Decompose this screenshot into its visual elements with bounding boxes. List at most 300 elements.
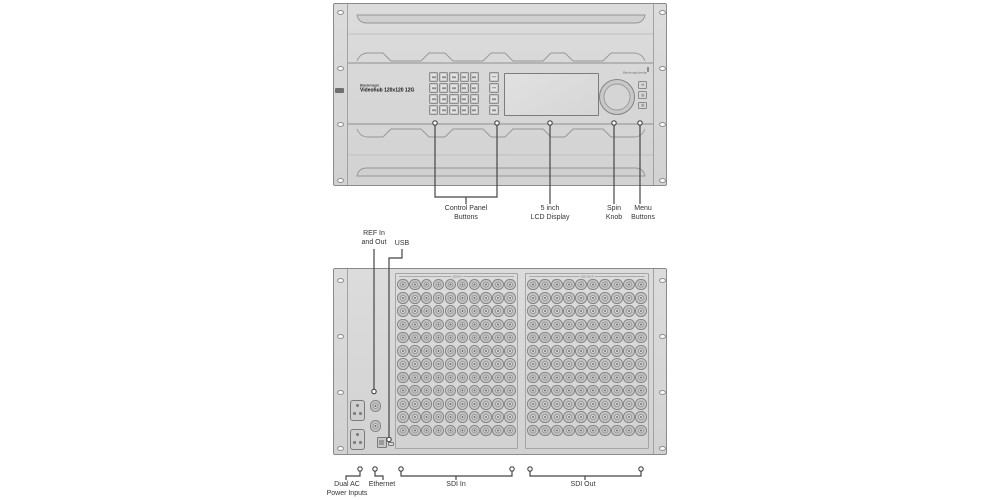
label-sdi-in (446, 481, 465, 490)
bnc-connector (635, 332, 647, 344)
bnc-connector (504, 332, 516, 344)
keypad-button (449, 83, 458, 93)
right-rack-ear-edge (653, 269, 654, 454)
power-pin (359, 441, 362, 444)
bnc-connector (551, 385, 563, 397)
bnc-connector (409, 319, 421, 331)
model-badge (335, 88, 344, 93)
bnc-connector (635, 279, 647, 291)
label-dual-ac-power-inputs (327, 481, 368, 498)
bnc-connector (635, 398, 647, 410)
bnc-connector (599, 332, 611, 344)
bnc-connector (527, 385, 539, 397)
bnc-connector (492, 385, 504, 397)
bnc-connector (421, 279, 433, 291)
bnc-connector (397, 292, 409, 304)
bnc-connector (599, 411, 611, 423)
bnc-connector (469, 385, 481, 397)
bnc-connector (445, 385, 457, 397)
callout-dot (358, 467, 362, 471)
bnc-connector (421, 372, 433, 384)
bnc-connector (433, 332, 445, 344)
bnc-connector (599, 358, 611, 370)
label-line: Power Inputs (326, 489, 368, 497)
bnc-connector (599, 292, 611, 304)
keypad-button (460, 83, 469, 93)
label-line: Ethernet (368, 481, 396, 488)
bnc-connector (480, 332, 492, 344)
bnc-connector (457, 319, 469, 331)
bnc-connector (492, 305, 504, 317)
callout-dot (639, 467, 643, 471)
rack-screw-hole (659, 334, 666, 339)
ethernet-port (377, 437, 387, 448)
keypad-button (460, 72, 469, 82)
bnc-connector (551, 279, 563, 291)
keypad-button (429, 72, 438, 82)
bnc-connector (563, 385, 575, 397)
left-rack-ear-edge (347, 4, 348, 185)
keypad-button (439, 83, 448, 93)
bnc-connector (433, 398, 445, 410)
bnc-connector (599, 385, 611, 397)
bnc-connector (421, 345, 433, 357)
bnc-connector (480, 319, 492, 331)
function-button (489, 72, 499, 82)
sdi-out-block (525, 273, 649, 449)
bnc-connector (527, 372, 539, 384)
bnc-connector (480, 292, 492, 304)
bnc-connector (504, 279, 516, 291)
label-line: Buttons (454, 213, 478, 221)
bnc-connector (457, 411, 469, 423)
bnc-connector (409, 398, 421, 410)
bnc-connector (397, 332, 409, 344)
sdi-in-bnc-grid (397, 278, 516, 437)
rack-screw-hole (659, 278, 666, 283)
videohub-front-panel (333, 3, 667, 186)
bnc-connector (611, 305, 623, 317)
bnc-connector (539, 425, 551, 437)
label-control-panel-buttons (445, 205, 487, 222)
bnc-connector (421, 398, 433, 410)
bnc-connector (445, 345, 457, 357)
bnc-connector (457, 332, 469, 344)
bnc-connector (575, 372, 587, 384)
bnc-connector (599, 372, 611, 384)
bnc-connector (433, 385, 445, 397)
function-button (489, 94, 499, 104)
label-line: Buttons (631, 213, 655, 221)
bnc-connector (409, 425, 421, 437)
bnc-connector (599, 398, 611, 410)
bnc-connector (623, 411, 635, 423)
label-line: Spin (606, 205, 622, 212)
label-line: SDI In (446, 481, 466, 488)
bnc-connector (445, 292, 457, 304)
bnc-connector (504, 385, 516, 397)
keypad-button (449, 72, 458, 82)
menu-button (638, 91, 647, 99)
bnc-connector (480, 411, 492, 423)
lcd-display (504, 73, 599, 116)
bnc-connector (445, 425, 457, 437)
bnc-connector (527, 345, 539, 357)
bnc-connector (575, 345, 587, 357)
bnc-connector (539, 319, 551, 331)
bnc-connector (421, 385, 433, 397)
bnc-connector (575, 332, 587, 344)
keypad-button (439, 105, 448, 115)
bnc-connector (409, 385, 421, 397)
label-line: Dual AC (334, 481, 360, 488)
menu-button-column (638, 81, 647, 109)
bnc-connector (599, 279, 611, 291)
bnc-connector (492, 345, 504, 357)
bnc-connector (480, 372, 492, 384)
bnc-connector (433, 358, 445, 370)
bnc-connector (527, 292, 539, 304)
bnc-connector (397, 345, 409, 357)
bnc-connector (527, 411, 539, 423)
rack-screw-hole (337, 10, 344, 15)
bnc-connector (445, 372, 457, 384)
bnc-connector (421, 411, 433, 423)
bnc-connector (635, 319, 647, 331)
power-pin (356, 404, 359, 407)
bnc-connector (551, 398, 563, 410)
bnc-connector (563, 372, 575, 384)
bnc-connector (587, 385, 599, 397)
rack-screw-hole (659, 66, 666, 71)
bnc-connector (445, 398, 457, 410)
bnc-connector (611, 332, 623, 344)
bnc-connector (623, 319, 635, 331)
callout-line-dual-ac (346, 471, 360, 480)
bnc-connector (469, 292, 481, 304)
bnc-connector (457, 398, 469, 410)
bnc-connector (587, 358, 599, 370)
brand-name: Blackmagic (360, 84, 380, 88)
keypad-button (429, 105, 438, 115)
bnc-connector (469, 372, 481, 384)
bnc-connector (635, 345, 647, 357)
bnc-connector (433, 425, 445, 437)
usb-port (388, 442, 394, 446)
bnc-connector (492, 332, 504, 344)
keypad-button (439, 72, 448, 82)
bnc-connector (433, 411, 445, 423)
bnc-connector (445, 305, 457, 317)
bnc-connector (469, 279, 481, 291)
bnc-connector (492, 358, 504, 370)
bnc-connector (599, 345, 611, 357)
bnc-connector (480, 425, 492, 437)
keypad-button (449, 105, 458, 115)
bnc-connector (587, 305, 599, 317)
bnc-connector (587, 372, 599, 384)
bnc-connector (421, 332, 433, 344)
bnc-connector (480, 385, 492, 397)
bnc-connector (563, 425, 575, 437)
bnc-connector (599, 305, 611, 317)
bnc-connector (421, 358, 433, 370)
rack-screw-hole (337, 278, 344, 283)
bnc-connector (504, 411, 516, 423)
bnc-connector (421, 305, 433, 317)
bnc-connector (563, 358, 575, 370)
bnc-connector (575, 411, 587, 423)
ac-power-inlet-1 (350, 400, 365, 421)
function-button (489, 83, 499, 93)
bnc-connector (480, 305, 492, 317)
rack-screw-hole (337, 66, 344, 71)
keypad-button (439, 94, 448, 104)
label-sdi-out (571, 481, 596, 490)
menu-button (638, 81, 647, 89)
bnc-connector (457, 358, 469, 370)
bnc-connector (599, 319, 611, 331)
label-line: LCD Display (530, 213, 570, 221)
bnc-connector (539, 292, 551, 304)
bnc-connector (563, 305, 575, 317)
bnc-connector (611, 411, 623, 423)
videohub-rear-panel (333, 268, 667, 455)
bnc-connector (527, 398, 539, 410)
bnc-connector (551, 372, 563, 384)
bnc-connector (397, 305, 409, 317)
bnc-connector (587, 279, 599, 291)
label-usb (395, 240, 409, 249)
bnc-connector (575, 292, 587, 304)
bnc-connector (527, 332, 539, 344)
bnc-connector (623, 398, 635, 410)
bnc-connector (623, 385, 635, 397)
bnc-connector (457, 385, 469, 397)
bnc-connector (587, 332, 599, 344)
bnc-connector (469, 358, 481, 370)
label-ref-in-out (362, 230, 387, 247)
rack-screw-hole (337, 178, 344, 183)
right-rack-ear-edge (653, 4, 654, 185)
rack-screw-hole (659, 446, 666, 451)
bnc-connector (575, 358, 587, 370)
rack-screw-hole (337, 446, 344, 451)
bnc-connector (587, 411, 599, 423)
bnc-connector (409, 411, 421, 423)
bnc-connector (527, 319, 539, 331)
bnc-connector (457, 305, 469, 317)
bnc-connector (623, 332, 635, 344)
power-pin (353, 412, 356, 415)
bnc-connector (539, 372, 551, 384)
bnc-connector (469, 345, 481, 357)
sdi-out-header-text: SDI OUT (580, 275, 594, 278)
bnc-connector (599, 425, 611, 437)
bnc-connector (504, 345, 516, 357)
bnc-connector (433, 292, 445, 304)
label-line: Knob (605, 213, 623, 221)
menu-button (638, 102, 647, 110)
power-pin (353, 441, 356, 444)
bnc-connector (527, 425, 539, 437)
callout-line-sdi-out (530, 471, 641, 480)
model-name: Videohub 120x120 12G (360, 87, 415, 93)
bnc-connector (469, 319, 481, 331)
bnc-connector (492, 425, 504, 437)
bnc-connector (623, 425, 635, 437)
ref-in-out-connectors (370, 400, 382, 432)
bnc-connector (563, 398, 575, 410)
bnc-connector (469, 425, 481, 437)
bnc-connector (397, 279, 409, 291)
bnc-connector (587, 425, 599, 437)
bnc-connector (623, 305, 635, 317)
bnc-connector (527, 305, 539, 317)
keypad-button (429, 83, 438, 93)
sdi-out-bnc-grid (527, 278, 647, 437)
bnc-connector (492, 411, 504, 423)
bnc-connector (623, 279, 635, 291)
bnc-connector (623, 345, 635, 357)
bnc-connector (397, 398, 409, 410)
bnc-connector (635, 305, 647, 317)
bnc-connector (635, 411, 647, 423)
bnc-connector (551, 332, 563, 344)
bnc-connector (635, 372, 647, 384)
rack-screw-hole (337, 334, 344, 339)
bnc-connector (575, 279, 587, 291)
bnc-connector (397, 411, 409, 423)
bnc-connector (480, 358, 492, 370)
bnc-connector (623, 358, 635, 370)
bnc-connector (421, 319, 433, 331)
sdi-in-block (395, 273, 518, 449)
ref-bnc-connector (370, 420, 382, 432)
bnc-connector (445, 358, 457, 370)
control-panel-keypad (429, 72, 479, 115)
bnc-connector (527, 358, 539, 370)
rack-screw-hole (659, 390, 666, 395)
keypad-button (470, 83, 479, 93)
bnc-connector (611, 292, 623, 304)
bnc-connector (611, 398, 623, 410)
left-rack-ear-edge (347, 269, 348, 454)
bnc-connector (409, 345, 421, 357)
bnc-connector (397, 319, 409, 331)
bnc-connector (457, 345, 469, 357)
bnc-connector (469, 398, 481, 410)
keypad-button (470, 94, 479, 104)
callout-dot (528, 467, 532, 471)
ref-bnc-connector (370, 400, 382, 412)
callout-dot (373, 467, 377, 471)
bnc-connector (504, 372, 516, 384)
bnc-connector (551, 345, 563, 357)
bnc-connector (457, 425, 469, 437)
callout-line-sdi-in (401, 471, 512, 480)
bnc-connector (587, 292, 599, 304)
bnc-connector (551, 292, 563, 304)
bnc-connector (623, 372, 635, 384)
bnc-connector (433, 305, 445, 317)
callout-dot (510, 467, 514, 471)
bnc-connector (611, 385, 623, 397)
bnc-connector (623, 292, 635, 304)
label-line: Menu (634, 205, 652, 212)
keypad-button (470, 72, 479, 82)
bnc-connector (504, 398, 516, 410)
bnc-connector (480, 279, 492, 291)
keypad-button (460, 105, 469, 115)
bnc-connector (539, 358, 551, 370)
bnc-connector (469, 411, 481, 423)
label-ethernet (369, 481, 395, 490)
bnc-connector (635, 425, 647, 437)
logo-text: Blackmagicdesign (623, 71, 648, 75)
keypad-button (470, 105, 479, 115)
bnc-connector (575, 398, 587, 410)
label-menu-buttons (631, 205, 655, 222)
rack-screw-hole (659, 10, 666, 15)
bnc-connector (551, 319, 563, 331)
bnc-connector (433, 345, 445, 357)
bnc-connector (492, 398, 504, 410)
bnc-connector (445, 332, 457, 344)
label-line: USB (394, 240, 410, 247)
label-line: REF In (363, 230, 385, 237)
bnc-connector (421, 425, 433, 437)
keypad-button (429, 94, 438, 104)
bnc-connector (409, 279, 421, 291)
ac-power-inlet-2 (350, 429, 365, 450)
label-line: and Out (361, 238, 387, 246)
label-line: 5 inch (540, 205, 560, 212)
bnc-connector (539, 279, 551, 291)
bnc-connector (492, 292, 504, 304)
label-line: SDI Out (570, 481, 596, 488)
bnc-connector (611, 345, 623, 357)
bnc-connector (492, 372, 504, 384)
power-pin (356, 433, 359, 436)
bnc-connector (551, 411, 563, 423)
vent-slot-top (357, 15, 645, 23)
bnc-connector (480, 345, 492, 357)
bnc-connector (611, 425, 623, 437)
bnc-connector (587, 398, 599, 410)
vent-slot-bottom (357, 168, 645, 176)
bnc-connector (563, 319, 575, 331)
bnc-connector (445, 411, 457, 423)
keypad-button (449, 94, 458, 104)
bnc-connector (587, 319, 599, 331)
bnc-connector (575, 305, 587, 317)
callout-dot (399, 467, 403, 471)
bnc-connector (575, 425, 587, 437)
bnc-connector (433, 319, 445, 331)
bnc-connector (551, 305, 563, 317)
bnc-connector (492, 279, 504, 291)
bnc-connector (504, 358, 516, 370)
bnc-connector (397, 425, 409, 437)
bnc-connector (635, 385, 647, 397)
bnc-connector (551, 358, 563, 370)
bnc-connector (409, 372, 421, 384)
bnc-connector (409, 358, 421, 370)
bnc-connector (551, 425, 563, 437)
bnc-connector (539, 411, 551, 423)
bnc-connector (492, 319, 504, 331)
